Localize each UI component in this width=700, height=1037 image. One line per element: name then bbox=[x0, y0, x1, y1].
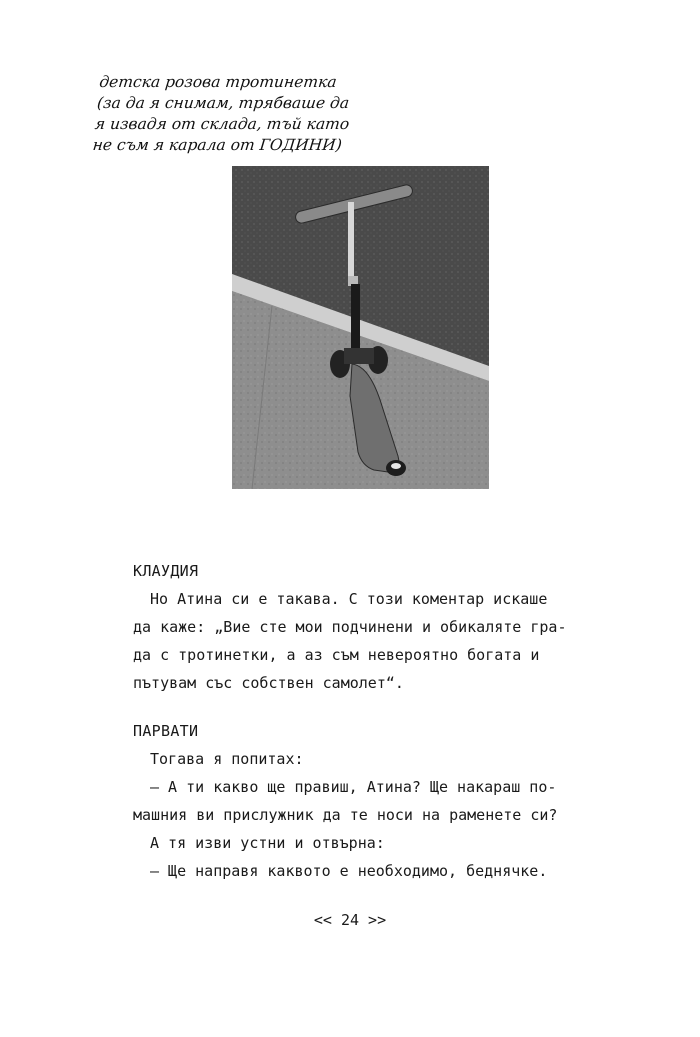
scooter-image bbox=[232, 166, 489, 489]
speaker-name: КЛАУДИЯ bbox=[133, 562, 199, 580]
page-number: << 24 >> bbox=[313, 911, 387, 929]
text-line: — Ще направя каквото е необходимо, беднячке. bbox=[150, 862, 548, 880]
text-line: да с тротинетки, а аз съм невероятно богата и bbox=[133, 646, 540, 664]
text-line: А тя изви устни и отвърна: bbox=[150, 834, 385, 852]
text-line: пътувам със собствен самолет“. bbox=[133, 674, 404, 692]
text-line: Но Атина си е такава. С този коментар искаше bbox=[150, 590, 548, 608]
scooter-photo bbox=[232, 166, 489, 489]
text-line: машния ви прислужник да те носи на раменете си? bbox=[133, 806, 558, 824]
speaker-name: ПАРВАТИ bbox=[133, 722, 199, 740]
text-line: да каже: „Вие сте мои подчинени и обикаляте гра- bbox=[133, 618, 567, 636]
photo-caption bbox=[92, 72, 391, 156]
caption-line: детска розова тротинетка bbox=[98, 73, 338, 91]
text-line: Тогава я попитах: bbox=[150, 750, 304, 768]
text-line: — А ти какво ще правиш, Атина? Ще накараш по- bbox=[150, 778, 557, 796]
caption-line: я извадя от склада, тъй като bbox=[94, 115, 351, 133]
caption-line: не съм я карала от ГОДИНИ) bbox=[91, 136, 343, 154]
caption-line: (за да я снимам, трябваше да bbox=[96, 94, 351, 112]
